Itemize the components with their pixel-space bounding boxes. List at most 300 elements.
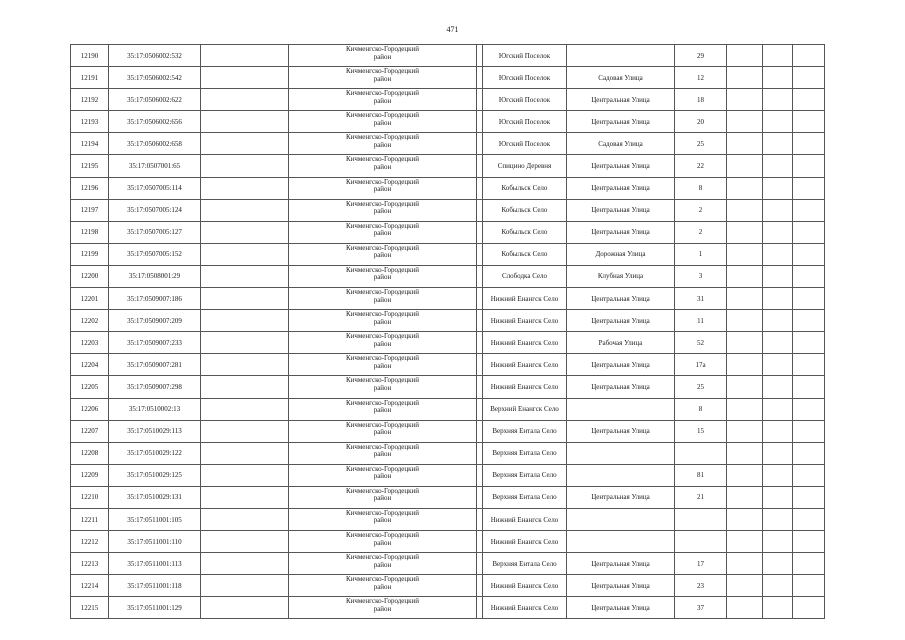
cadastral-number-cell: 35:17:0508001:29 — [109, 265, 201, 287]
empty-cell — [201, 67, 289, 89]
street-cell: Центральная Улица — [567, 553, 675, 575]
district-name-line2: район — [373, 428, 392, 437]
row-id-cell: 12196 — [71, 177, 109, 199]
empty-cell — [793, 133, 825, 155]
settlement-cell: Нижний Енангск Село — [483, 575, 567, 597]
district-name-line1: Кичменгско-Городецкий — [345, 89, 420, 98]
empty-cell — [727, 531, 763, 553]
empty-cell — [201, 45, 289, 67]
table-row — [71, 243, 825, 265]
district-name-line2: район — [373, 295, 392, 304]
empty-cell — [763, 288, 793, 310]
district-name-line2: район — [373, 560, 392, 569]
settlement-cell: Кобыльск Село — [483, 177, 567, 199]
property-registry-table — [70, 44, 825, 619]
street-cell: Садовая Улица — [567, 133, 675, 155]
empty-cell — [763, 332, 793, 354]
house-number-cell: 3 — [675, 265, 727, 287]
district-name-line1: Кичменгско-Городецкий — [345, 67, 420, 76]
district-cell — [289, 89, 477, 111]
district-cell — [289, 420, 477, 442]
empty-cell — [793, 177, 825, 199]
street-cell: Дорожная Улица — [567, 243, 675, 265]
district-name-line1: Кичменгско-Городецкий — [345, 332, 420, 341]
house-number-cell — [675, 531, 727, 553]
settlement-cell: Кобыльск Село — [483, 221, 567, 243]
empty-cell — [793, 155, 825, 177]
empty-cell — [201, 89, 289, 111]
settlement-cell: Верхняя Ентала Село — [483, 486, 567, 508]
empty-cell — [763, 508, 793, 530]
district-name-line1: Кичменгско-Городецкий — [345, 177, 420, 186]
street-cell: Центральная Улица — [567, 155, 675, 177]
district-name-line2: район — [373, 339, 392, 348]
street-cell: Центральная Улица — [567, 310, 675, 332]
district-cell — [289, 354, 477, 376]
empty-cell — [727, 486, 763, 508]
empty-cell — [763, 89, 793, 111]
district-name-line2: район — [373, 229, 392, 238]
district-name-line1: Кичменгско-Городецкий — [345, 354, 420, 363]
empty-cell — [727, 243, 763, 265]
district-name-line1: Кичменгско-Городецкий — [345, 288, 420, 297]
empty-cell — [201, 133, 289, 155]
table-row — [71, 288, 825, 310]
row-id-cell: 12209 — [71, 464, 109, 486]
cadastral-number-cell: 35:17:0506002:542 — [109, 67, 201, 89]
district-name-line2: район — [373, 494, 392, 503]
district-cell — [289, 575, 477, 597]
district-name-line1: Кичменгско-Городецкий — [345, 420, 420, 429]
empty-cell — [727, 464, 763, 486]
cadastral-number-cell: 35:17:0509007:281 — [109, 354, 201, 376]
table-row — [71, 464, 825, 486]
district-name-line1: Кичменгско-Городецкий — [345, 221, 420, 230]
district-cell — [289, 265, 477, 287]
table-row — [71, 67, 825, 89]
district-cell — [289, 67, 477, 89]
district-cell — [289, 508, 477, 530]
empty-cell — [201, 531, 289, 553]
house-number-cell: 8 — [675, 177, 727, 199]
street-cell: Рабочая Улица — [567, 332, 675, 354]
row-id-cell: 12205 — [71, 376, 109, 398]
settlement-cell: Нижний Енангск Село — [483, 288, 567, 310]
table-row — [71, 177, 825, 199]
table-row — [71, 199, 825, 221]
district-name-line1: Кичменгско-Городецкий — [345, 243, 420, 252]
empty-cell — [763, 133, 793, 155]
empty-cell — [727, 376, 763, 398]
street-cell: Центральная Улица — [567, 354, 675, 376]
empty-cell — [793, 288, 825, 310]
table-row — [71, 332, 825, 354]
cadastral-number-cell: 35:17:0507005:127 — [109, 221, 201, 243]
district-name-line2: район — [373, 185, 392, 194]
empty-cell — [793, 332, 825, 354]
district-cell — [289, 177, 477, 199]
cadastral-number-cell: 35:17:0509007:209 — [109, 310, 201, 332]
empty-cell — [201, 486, 289, 508]
district-name-line2: район — [373, 317, 392, 326]
settlement-cell: Нижний Енангск Село — [483, 354, 567, 376]
district-name-line2: район — [373, 516, 392, 525]
district-cell — [289, 553, 477, 575]
row-id-cell: 12193 — [71, 111, 109, 133]
house-number-cell: 2 — [675, 221, 727, 243]
empty-cell — [201, 354, 289, 376]
row-id-cell: 12197 — [71, 199, 109, 221]
district-cell — [289, 155, 477, 177]
district-name-line1: Кичменгско-Городецкий — [345, 464, 420, 473]
empty-cell — [793, 442, 825, 464]
empty-cell — [763, 354, 793, 376]
empty-cell — [793, 89, 825, 111]
district-name-line1: Кичменгско-Городецкий — [345, 575, 420, 584]
row-id-cell: 12198 — [71, 221, 109, 243]
row-id-cell: 12210 — [71, 486, 109, 508]
table-row — [71, 354, 825, 376]
empty-cell — [201, 398, 289, 420]
empty-cell — [793, 265, 825, 287]
district-cell — [289, 597, 477, 619]
table-row — [71, 111, 825, 133]
house-number-cell: 25 — [675, 133, 727, 155]
empty-cell — [727, 265, 763, 287]
cadastral-number-cell: 35:17:0507005:124 — [109, 199, 201, 221]
row-id-cell: 12190 — [71, 45, 109, 67]
district-name-line1: Кичменгско-Городецкий — [345, 265, 420, 274]
empty-cell — [727, 199, 763, 221]
house-number-cell: 23 — [675, 575, 727, 597]
row-id-cell: 12208 — [71, 442, 109, 464]
table-row — [71, 155, 825, 177]
district-name-line2: район — [373, 251, 392, 260]
settlement-cell: Югский Поселок — [483, 89, 567, 111]
table-row — [71, 575, 825, 597]
empty-cell — [727, 442, 763, 464]
empty-cell — [201, 575, 289, 597]
empty-cell — [201, 597, 289, 619]
empty-cell — [727, 398, 763, 420]
street-cell — [567, 442, 675, 464]
street-cell: Центральная Улица — [567, 89, 675, 111]
empty-cell — [793, 508, 825, 530]
row-id-cell: 12194 — [71, 133, 109, 155]
empty-cell — [793, 221, 825, 243]
empty-cell — [201, 464, 289, 486]
empty-cell — [763, 486, 793, 508]
row-id-cell: 12213 — [71, 553, 109, 575]
table-row — [71, 89, 825, 111]
house-number-cell: 11 — [675, 310, 727, 332]
house-number-cell: 1 — [675, 243, 727, 265]
street-cell: Центральная Улица — [567, 376, 675, 398]
empty-cell — [763, 243, 793, 265]
district-name-line2: район — [373, 273, 392, 282]
empty-cell — [763, 155, 793, 177]
cadastral-number-cell: 35:17:0510029:131 — [109, 486, 201, 508]
row-id-cell: 12202 — [71, 310, 109, 332]
empty-cell — [763, 67, 793, 89]
settlement-cell: Верхний Енангск Село — [483, 398, 567, 420]
table-row — [71, 376, 825, 398]
empty-cell — [763, 597, 793, 619]
settlement-cell: Нижний Енангск Село — [483, 332, 567, 354]
empty-cell — [763, 464, 793, 486]
empty-cell — [763, 376, 793, 398]
empty-cell — [793, 575, 825, 597]
district-name-line1: Кичменгско-Городецкий — [345, 508, 420, 517]
empty-cell — [201, 310, 289, 332]
house-number-cell: 20 — [675, 111, 727, 133]
street-cell: Центральная Улица — [567, 111, 675, 133]
table-row — [71, 508, 825, 530]
empty-cell — [201, 155, 289, 177]
settlement-cell: Нижний Енангск Село — [483, 310, 567, 332]
district-name-line2: район — [373, 52, 392, 61]
empty-cell — [727, 597, 763, 619]
empty-cell — [727, 288, 763, 310]
district-name-line2: район — [373, 406, 392, 414]
cadastral-number-cell: 35:17:0511001:105 — [109, 508, 201, 530]
empty-cell — [793, 420, 825, 442]
house-number-cell: 17 — [675, 553, 727, 575]
empty-cell — [727, 553, 763, 575]
street-cell: Центральная Улица — [567, 288, 675, 310]
settlement-cell: Югский Поселок — [483, 133, 567, 155]
empty-cell — [727, 177, 763, 199]
table-row — [71, 45, 825, 67]
district-name-line2: район — [373, 207, 392, 216]
street-cell — [567, 464, 675, 486]
empty-cell — [793, 310, 825, 332]
district-cell — [289, 199, 477, 221]
district-name-line2: район — [373, 383, 392, 392]
empty-cell — [727, 332, 763, 354]
district-cell — [289, 45, 477, 67]
row-id-cell: 12195 — [71, 155, 109, 177]
empty-cell — [727, 111, 763, 133]
empty-cell — [201, 553, 289, 575]
cadastral-number-cell: 35:17:0511001:113 — [109, 553, 201, 575]
table-row — [71, 597, 825, 619]
empty-cell — [201, 420, 289, 442]
empty-cell — [727, 575, 763, 597]
empty-cell — [763, 398, 793, 420]
row-id-cell: 12192 — [71, 89, 109, 111]
street-cell — [567, 398, 675, 420]
district-name-line1: Кичменгско-Городецкий — [345, 155, 420, 164]
settlement-cell: Нижний Енангск Село — [483, 531, 567, 553]
district-cell — [289, 310, 477, 332]
empty-cell — [763, 553, 793, 575]
empty-cell — [793, 45, 825, 67]
row-id-cell: 12212 — [71, 531, 109, 553]
empty-cell — [793, 354, 825, 376]
street-cell: Центральная Улица — [567, 199, 675, 221]
empty-cell — [793, 464, 825, 486]
table-row — [71, 265, 825, 287]
district-cell — [289, 111, 477, 133]
row-id-cell: 12201 — [71, 288, 109, 310]
cadastral-number-cell: 35:17:0506002:658 — [109, 133, 201, 155]
table-row — [71, 310, 825, 332]
empty-cell — [793, 111, 825, 133]
house-number-cell: 12 — [675, 67, 727, 89]
row-id-cell: 12211 — [71, 508, 109, 530]
empty-cell — [793, 376, 825, 398]
district-cell — [289, 376, 477, 398]
cadastral-number-cell: 35:17:0510029:113 — [109, 420, 201, 442]
cadastral-number-cell: 35:17:0506002:532 — [109, 45, 201, 67]
row-id-cell: 12200 — [71, 265, 109, 287]
street-cell: Центральная Улица — [567, 420, 675, 442]
district-name-line2: район — [373, 162, 392, 171]
street-cell — [567, 45, 675, 67]
district-cell — [289, 221, 477, 243]
settlement-cell: Югский Поселок — [483, 45, 567, 67]
district-cell — [289, 243, 477, 265]
empty-cell — [763, 531, 793, 553]
district-name-line1: Кичменгско-Городецкий — [345, 597, 420, 606]
street-cell: Центральная Улица — [567, 177, 675, 199]
empty-cell — [763, 575, 793, 597]
district-cell — [289, 486, 477, 508]
table-row — [71, 486, 825, 508]
row-id-cell: 12204 — [71, 354, 109, 376]
district-name-line1: Кичменгско-Городецкий — [345, 133, 420, 142]
district-cell — [289, 332, 477, 354]
empty-cell — [727, 508, 763, 530]
table-row — [71, 133, 825, 155]
district-name-line1: Кичменгско-Городецкий — [345, 553, 420, 562]
house-number-cell: 17а — [675, 354, 727, 376]
street-cell: Центральная Улица — [567, 486, 675, 508]
district-name-line2: район — [373, 472, 392, 481]
cadastral-number-cell: 35:17:0511001:110 — [109, 531, 201, 553]
empty-cell — [727, 155, 763, 177]
district-name-line2: район — [373, 538, 392, 547]
cadastral-number-cell: 35:17:0511001:118 — [109, 575, 201, 597]
street-cell: Клубная Улица — [567, 265, 675, 287]
empty-cell — [727, 354, 763, 376]
empty-cell — [201, 221, 289, 243]
house-number-cell: 31 — [675, 288, 727, 310]
cadastral-number-cell: 35:17:0509007:233 — [109, 332, 201, 354]
street-cell — [567, 508, 675, 530]
row-id-cell: 12199 — [71, 243, 109, 265]
district-name-line1: Кичменгско-Городецкий — [345, 376, 420, 385]
district-name-line2: район — [373, 96, 392, 105]
row-id-cell: 12215 — [71, 597, 109, 619]
district-cell — [289, 133, 477, 155]
district-name-line2: район — [373, 118, 392, 127]
page-number: 471 — [446, 25, 459, 34]
house-number-cell: 18 — [675, 89, 727, 111]
house-number-cell: 25 — [675, 376, 727, 398]
house-number-cell: 15 — [675, 420, 727, 442]
empty-cell — [763, 199, 793, 221]
row-id-cell: 12203 — [71, 332, 109, 354]
empty-cell — [763, 111, 793, 133]
empty-cell — [763, 45, 793, 67]
empty-cell — [727, 67, 763, 89]
settlement-cell: Нижний Енангск Село — [483, 376, 567, 398]
cadastral-number-cell: 35:17:0507005:152 — [109, 243, 201, 265]
street-cell: Садовая Улица — [567, 67, 675, 89]
row-id-cell: 12214 — [71, 575, 109, 597]
settlement-cell: Кобыльск Село — [483, 243, 567, 265]
table-row — [71, 398, 825, 420]
empty-cell — [727, 45, 763, 67]
empty-cell — [727, 420, 763, 442]
cadastral-number-cell: 35:17:0511001:129 — [109, 597, 201, 619]
house-number-cell: 21 — [675, 486, 727, 508]
empty-cell — [793, 597, 825, 619]
district-name-line1: Кичменгско-Городецкий — [345, 486, 420, 495]
empty-cell — [793, 486, 825, 508]
empty-cell — [727, 133, 763, 155]
district-cell — [289, 442, 477, 464]
empty-cell — [793, 531, 825, 553]
house-number-cell — [675, 508, 727, 530]
row-id-cell: 12191 — [71, 67, 109, 89]
empty-cell — [727, 89, 763, 111]
cadastral-number-cell: 35:17:0510002:13 — [109, 398, 201, 420]
empty-cell — [201, 508, 289, 530]
cadastral-number-cell: 35:17:0509007:298 — [109, 376, 201, 398]
empty-cell — [201, 442, 289, 464]
table-row — [71, 420, 825, 442]
settlement-cell: Верхняя Ентала Село — [483, 420, 567, 442]
district-name-line2: район — [373, 582, 392, 591]
empty-cell — [201, 199, 289, 221]
district-name-line2: район — [373, 450, 392, 459]
empty-cell — [201, 177, 289, 199]
district-name-line2: район — [373, 140, 392, 149]
settlement-cell: Кобыльск Село — [483, 199, 567, 221]
house-number-cell: 52 — [675, 332, 727, 354]
table-row — [71, 531, 825, 553]
house-number-cell: 2 — [675, 199, 727, 221]
settlement-cell: Нижний Енангск Село — [483, 508, 567, 530]
district-name-line1: Кичменгско-Городецкий — [345, 199, 420, 208]
empty-cell — [763, 420, 793, 442]
empty-cell — [201, 332, 289, 354]
empty-cell — [763, 442, 793, 464]
house-number-cell — [675, 442, 727, 464]
cadastral-number-cell: 35:17:0510029:125 — [109, 464, 201, 486]
empty-cell — [763, 177, 793, 199]
district-name-line1: Кичменгско-Городецкий — [345, 111, 420, 120]
street-cell: Центральная Улица — [567, 221, 675, 243]
settlement-cell: Слободка Село — [483, 265, 567, 287]
street-cell: Центральная Улица — [567, 575, 675, 597]
table-body — [71, 45, 825, 619]
district-name-line1: Кичменгско-Городецкий — [345, 531, 420, 540]
empty-cell — [201, 288, 289, 310]
district-name-line2: район — [373, 74, 392, 83]
street-cell — [567, 531, 675, 553]
street-cell: Центральная Улица — [567, 597, 675, 619]
empty-cell — [201, 243, 289, 265]
house-number-cell: 8 — [675, 398, 727, 420]
cadastral-number-cell: 35:17:0507005:114 — [109, 177, 201, 199]
row-id-cell: 12207 — [71, 420, 109, 442]
empty-cell — [793, 553, 825, 575]
settlement-cell: Верхняя Ентала Село — [483, 442, 567, 464]
